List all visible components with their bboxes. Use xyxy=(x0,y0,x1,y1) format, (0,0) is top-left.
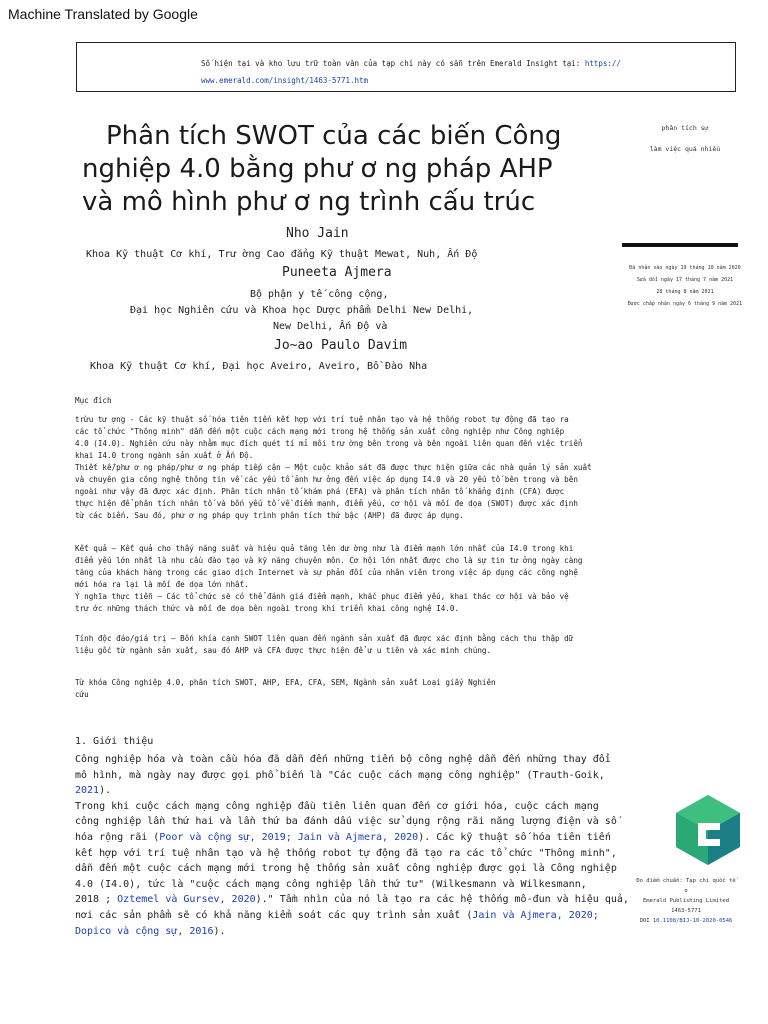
journal-name-cont: o xyxy=(684,888,688,894)
purpose-line: khai I4.0 trong ngành sản xuất ở Ấn Độ. xyxy=(75,451,254,460)
keywords xyxy=(75,677,620,701)
citation-link[interactable]: 2021 xyxy=(75,785,100,797)
intro-line: dẫn đến một cuộc cách mạng mới trong hệ thống sản xuất công nghiệp được gọi là Công nghiệp xyxy=(75,863,617,875)
intro-line xyxy=(75,830,640,846)
author-name-3: Jo~ao Paulo Davim xyxy=(274,338,408,353)
doi-line xyxy=(618,916,754,926)
title-line-2: nghiệp 4.0 bằng phư ơ ng pháp AHP xyxy=(82,154,553,184)
intro-text: ). Các kỹ thuật số hóa tiên tiến xyxy=(418,831,611,843)
findings-line: tăng của khách hàng trong các giao dịch Internet và sự phản đối của nhân viên trong việc áp dụng các công nghệ xyxy=(75,568,578,577)
publisher-name: Emerald Publishing Limited xyxy=(642,898,730,904)
findings-line: mới hóa ra lại là mối đe dọa lớn nhất. xyxy=(75,580,249,589)
intro-text: ). xyxy=(99,785,112,797)
journal-name: Đo điểm chuẩn: Tạp chí quốc tế xyxy=(636,878,736,884)
publication-meta xyxy=(618,876,754,926)
author-affil-1: Khoa Kỹ thuật Cơ khí, Trư ờng Cao đẳng Kỹ thuật Mewat, Nuh, Ấn Độ xyxy=(86,249,478,260)
citation-link[interactable]: Dopico và cộng sự, 2016 xyxy=(75,925,214,937)
keywords-line: cứu xyxy=(75,690,89,699)
intro-line xyxy=(75,908,640,924)
originality-line: Tính độc đáo/giá trị – Bốn khía cạnh SWOT liên quan đến ngành sản xuất đã được xác định bằng cách thu thập dữ xyxy=(75,634,574,643)
abstract-heading: Mục đích xyxy=(75,396,112,405)
purpose-line: 4.0 (I4.0). Nghiên cứu này nhằm mục đích quét tí mỉ môi trư ờng bên trong và bên ngoài liên quan đến việc triển xyxy=(75,439,583,448)
findings-line: Kết quả – Kết quả cho thấy năng suất và hiệu quả tăng lên dư ờng như là điểm mạnh lớn nhất của I4.0 trong khi xyxy=(75,544,574,553)
intro-line: kết hợp với trí tuệ nhân tạo và hệ thống robot tự động đã tạo ra các tổ chức "Thông minh", xyxy=(75,847,617,859)
implications-line: Ý nghĩa thực tiễn – Các tổ chức sẽ có thể đánh giá điểm mạnh, khắc phục điểm yếu, khai thác cơ hội và bảo vệ xyxy=(75,592,569,601)
intro-text: )." Tầm nhìn của nó là tạo ra các hệ thống mô-đun và hiệu quả, xyxy=(255,894,629,906)
purpose-line: trừu tư ợng - Các kỹ thuật số hóa tiên tiến kết hợp với trí tuệ nhân tạo và hệ thống robot tự động đã tạo ra xyxy=(75,415,569,424)
method-line: ngoài như vậy đã được xác định. Phân tích nhân tố khám phá (EFA) và phân tích nhân tố khẳng định (CFA) được xyxy=(75,487,565,496)
author-affil-3: Khoa Kỹ thuật Cơ khí, Đại học Aveiro, Aveiro, Bồ Đào Nha xyxy=(90,361,428,372)
author-affil-2-line-3: New Delhi, Ấn Độ và xyxy=(273,321,388,332)
notice-text: Số hiện tại và kho lưu trữ toàn văn của tạp chí này có sẵn trên Emerald Insight tại: xyxy=(201,59,585,68)
access-notice-box xyxy=(76,42,736,92)
running-head-line-2: làm việc quá nhiều xyxy=(649,145,721,153)
date-revised-2: 28 tháng 8 năm 2021 xyxy=(656,289,714,295)
emerald-logo-icon xyxy=(676,795,740,865)
issn: 1463-5771 xyxy=(671,908,701,914)
abstract-originality xyxy=(75,633,620,657)
citation-link[interactable]: Oztemel và Gursev, 2020 xyxy=(117,894,256,906)
method-line: Thiết kế/phư ơ ng pháp/phư ơ ng pháp tiếp cận – Một cuộc khảo sát đã được thực hiện giữa các nhà quản lý sản xuất xyxy=(75,463,592,472)
author-name-1: Nho Jain xyxy=(286,226,349,241)
intro-text: hóa rộng rãi ( xyxy=(75,831,160,843)
date-received: Đã nhận vào ngày 19 tháng 10 năm 2020 xyxy=(629,265,741,271)
author-affil-2-line-2: Đại học Nghiên cứu và Khoa học Dược phẩm Delhi New Delhi, xyxy=(130,305,474,316)
intro-line xyxy=(75,768,640,799)
intro-text: 2018 ; xyxy=(75,894,118,906)
date-accepted: Được chấp nhận ngày 6 tháng 9 năm 2021 xyxy=(627,301,743,307)
running-head-line-1: phân tích sự xyxy=(661,124,709,132)
method-line: thực hiện để phân tích nhân tố và bốn yếu tố về điểm mạnh, điểm yếu, cơ hội và mối đe dọa (SWOT) được xác định xyxy=(75,499,578,508)
originality-line: liệu gốc từ ngành sản xuất, sau đó AHP và CFA được thực hiện để ư u tiên và xác minh chúng. xyxy=(75,646,492,655)
method-line: và chuyên gia công nghệ thông tin về các yếu tố ảnh hư ởng đến việc áp dụng I4.0 và 20 yếu tố bên trong và bên xyxy=(75,475,578,484)
intro-line xyxy=(75,924,640,940)
intro-text: ). xyxy=(213,925,226,937)
intro-text: nơi các sản phẩm sẽ có khả năng kiểm soát các quy trình sản xuất ( xyxy=(75,909,473,921)
intro-heading: 1. Giới thiệu xyxy=(75,736,154,747)
purpose-line: các tổ chức "Thông minh" dẫn đến một cuộc cách mạng mới trong hệ thống sản xuất công nghiệp như Công nghiệp xyxy=(75,427,565,436)
doi-label: DOI xyxy=(639,918,653,924)
abstract-purpose xyxy=(75,414,620,522)
findings-line: điểm yếu lớn nhất là nhu cầu đào tạo và kỹ năng chuyên môn. Cơ hội lớn nhất được cho là sự tin tư ởng ngày càng xyxy=(75,556,583,565)
intro-line xyxy=(75,892,640,908)
author-name-2: Puneeta Ajmera xyxy=(282,265,392,280)
title-line-3: và mô hình phư ơ ng trình cấu trúc xyxy=(82,187,536,217)
date-revised-1: Sửa đổi ngày 17 tháng 7 năm 2021 xyxy=(636,277,734,283)
paper-title xyxy=(72,120,592,219)
intro-line: Công nghiệp hóa và toàn cầu hóa đã dẫn đến những tiến bộ công nghệ dẫn đến những thay đổi xyxy=(75,754,611,765)
title-line-1: Phân tích SWOT của các biến Công xyxy=(106,121,562,151)
intro-paragraph xyxy=(75,752,640,939)
intro-line: 4.0 (I4.0), tức là "cuộc cách mạng công nghiệp lần thứ tư" (Wilkesmann và Wilkesmann, xyxy=(75,878,587,890)
citation-link[interactable]: Jain và Ajmera, 2020; xyxy=(472,909,599,921)
method-line: từ các biến. Sau đó, phư ơ ng pháp quy trình phân tích thứ bậc (AHP) đã được áp dụng. xyxy=(75,511,464,520)
author-affil-2-line-1: Bộ phận y tế công cộng, xyxy=(250,289,389,300)
implications-line: trư ớc những thách thức và mối đe dọa bên ngoài trong khi triển khai công nghệ I4.0. xyxy=(75,604,460,613)
keywords-line: Từ khóa Công nghiệp 4.0, phân tích SWOT, AHP, EFA, CFA, SEM, Ngành sản xuất Loại giấy Nghiên xyxy=(75,678,496,687)
notice-url-part2[interactable]: www.emerald.com/insight/1463-5771.htm xyxy=(201,76,369,85)
received-dates xyxy=(620,262,750,310)
citation-link[interactable]: Poor và cộng sự, 2019; Jain và Ajmera, 2020 xyxy=(159,831,419,843)
intro-text: mô hình, mà ngày nay được gọi phổ biến là "Các cuộc cách mạng công nghiệp" (Trauth-Goik, xyxy=(75,769,605,781)
notice-url-part1[interactable]: https:// xyxy=(584,59,621,68)
doi-link[interactable]: 10.1108/BIJ-10-2020-0546 xyxy=(652,918,733,924)
side-divider xyxy=(622,243,738,247)
intro-line: Trong khi cuộc cách mạng công nghiệp đầu tiên liên quan đến cơ giới hóa, cuộc cách mạng xyxy=(75,800,599,812)
abstract-findings xyxy=(75,543,620,615)
machine-translation-banner: Machine Translated by Google xyxy=(8,6,198,22)
intro-line: công nghiệp lần thứ hai và lần thứ ba đánh dấu việc sử dụng rộng rãi năng lượng điện và số xyxy=(75,816,617,828)
access-notice-text xyxy=(201,55,701,89)
